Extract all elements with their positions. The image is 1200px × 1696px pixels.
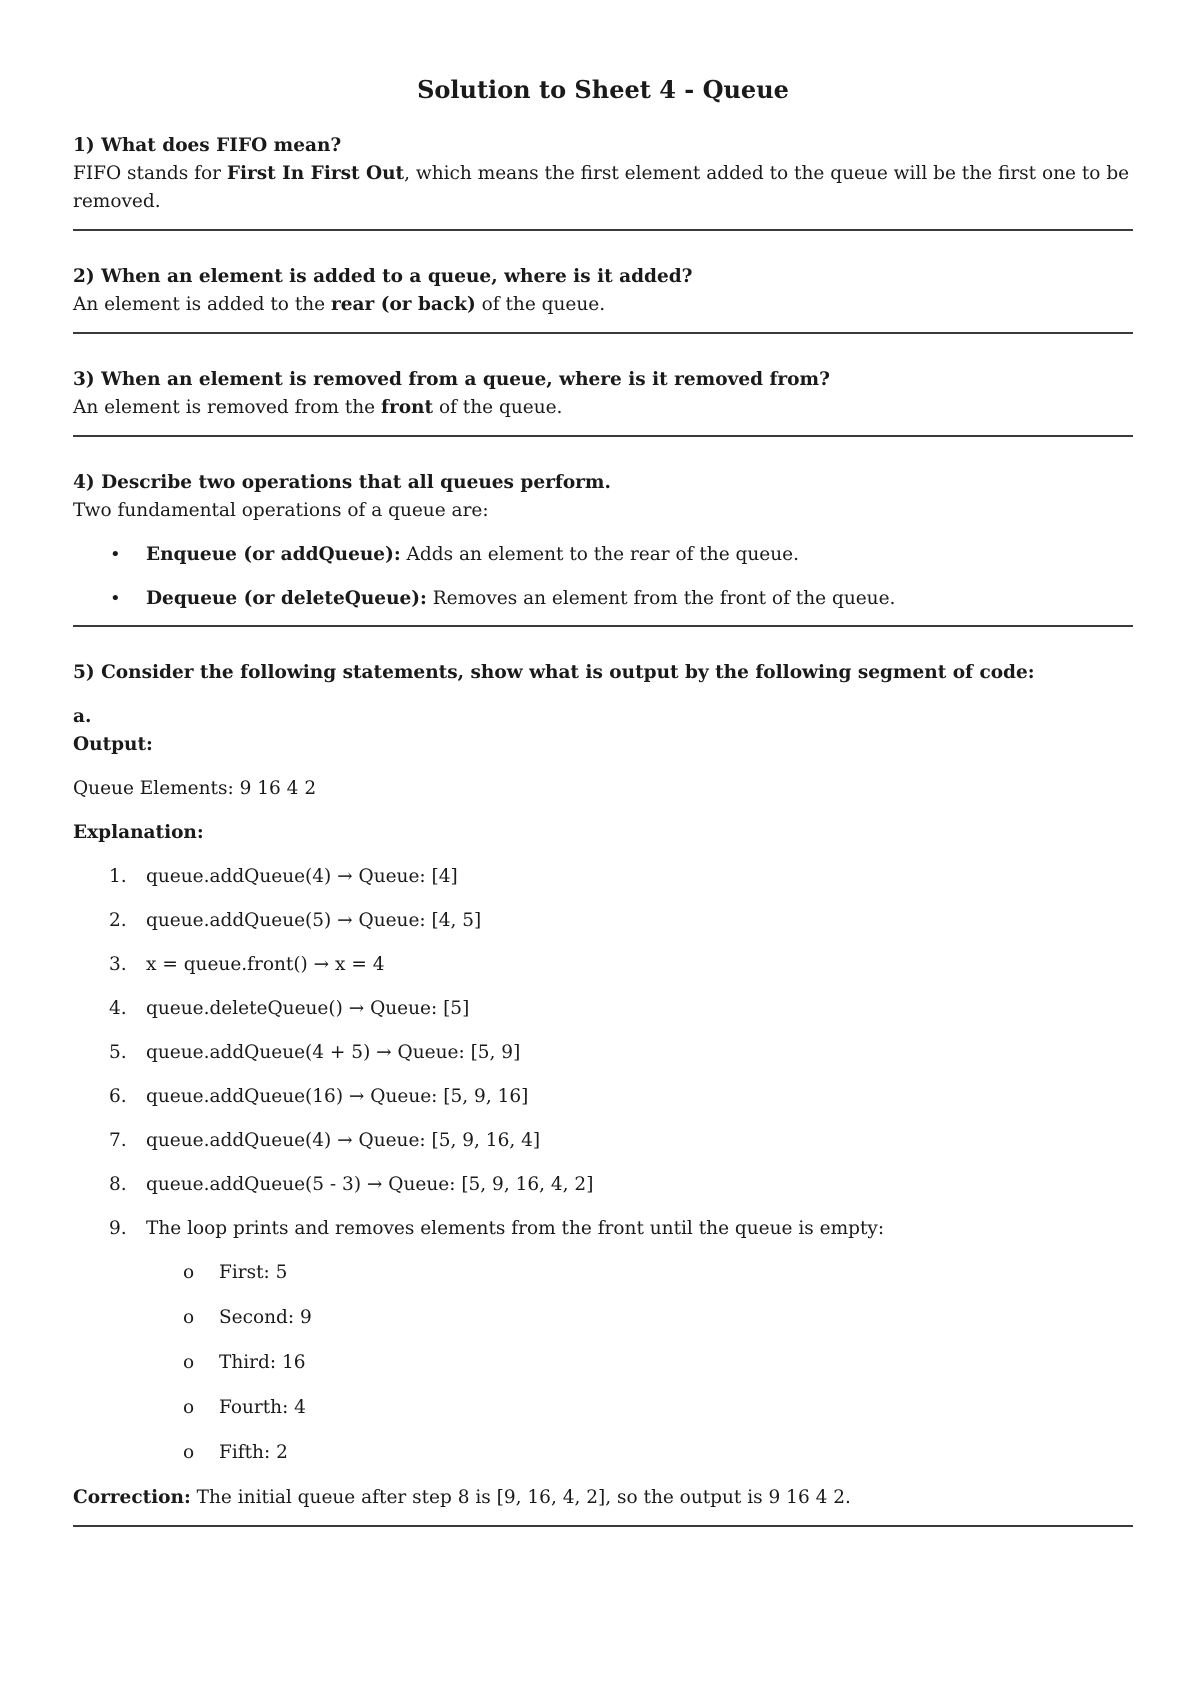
step-text: queue.deleteQueue() → Queue: [5] [146, 998, 470, 1019]
bullet-marker: • [110, 544, 121, 565]
question-2-heading: 2) When an element is added to a queue, where is it added? [73, 266, 693, 287]
step-number: 2. [109, 910, 127, 931]
list-item [73, 1039, 1133, 1067]
step-number: 4. [109, 998, 127, 1019]
loop-output-text: Fifth: 2 [219, 1442, 288, 1463]
correction-note [73, 1484, 1133, 1512]
sub-bullet-marker: o [183, 1352, 195, 1373]
loop-output-text: Third: 16 [219, 1352, 306, 1373]
output-value: Queue Elements: 9 16 4 2 [73, 778, 317, 799]
answer-bold-text: First In First Out [226, 163, 405, 184]
list-item [73, 1349, 1133, 1377]
step-number: 3. [109, 954, 127, 975]
question-1-heading: 1) What does FIFO mean? [73, 135, 342, 156]
operation-name: Dequeue (or deleteQueue): [146, 588, 427, 609]
page-title: Solution to Sheet 4 - Queue [417, 75, 789, 104]
answer-text: , which means the first element added to the queue will be the first one to be removed. [73, 163, 1130, 212]
list-item [73, 1215, 1133, 1467]
step-number: 1. [109, 866, 127, 887]
step-number: 9. [109, 1218, 127, 1239]
sub-bullet-marker: o [183, 1442, 195, 1463]
step-text: The loop prints and removes elements from the front until the queue is empty: [146, 1218, 885, 1239]
bullet-marker: • [110, 588, 121, 609]
sub-bullet-marker: o [183, 1397, 195, 1418]
question-4 [73, 469, 1133, 613]
loop-output-text: First: 5 [219, 1262, 288, 1283]
section-divider [73, 229, 1133, 231]
explanation-label: Explanation: [73, 822, 204, 843]
list-item [73, 541, 1133, 569]
question-3 [73, 366, 1133, 422]
list-item [73, 907, 1133, 935]
step-text: queue.addQueue(4 + 5) → Queue: [5, 9] [146, 1042, 521, 1063]
answer-text: FIFO stands for [73, 163, 227, 184]
answer-bold-text: rear (or back) [331, 294, 476, 315]
step-number: 6. [109, 1086, 127, 1107]
loop-output-text: Fourth: 4 [219, 1397, 306, 1418]
output-label: Output: [73, 734, 153, 755]
operation-name: Enqueue (or addQueue): [146, 544, 401, 565]
explanation-steps [73, 863, 1133, 1467]
answer-text: of the queue. [433, 397, 563, 418]
section-divider [73, 435, 1133, 437]
question-4-intro: Two fundamental operations of a queue are: [73, 500, 489, 521]
step-text: queue.addQueue(4) → Queue: [4] [146, 866, 458, 887]
step-number: 5. [109, 1042, 127, 1063]
sub-bullet-marker: o [183, 1307, 195, 1328]
step-number: 8. [109, 1174, 127, 1195]
list-item [73, 951, 1133, 979]
step-text: queue.addQueue(5 - 3) → Queue: [5, 9, 16, 4, 2] [146, 1174, 594, 1195]
list-item [73, 1394, 1133, 1422]
operations-list [73, 541, 1133, 613]
list-item [73, 1127, 1133, 1155]
question-5-heading: 5) Consider the following statements, show what is output by the following segment of code: [73, 662, 1035, 683]
loop-output-text: Second: 9 [219, 1307, 312, 1328]
operation-description: Removes an element from the front of the queue. [426, 588, 896, 609]
correction-label: Correction: [73, 1487, 191, 1508]
operation-description: Adds an element to the rear of the queue. [400, 544, 799, 565]
list-item [73, 1083, 1133, 1111]
step-text: x = queue.front() → x = 4 [146, 954, 385, 975]
answer-text: of the queue. [475, 294, 606, 315]
list-item [73, 863, 1133, 891]
question-5 [73, 659, 1133, 1512]
answer-text: An element is added to the [73, 294, 331, 315]
list-item [73, 1439, 1133, 1467]
answer-text: An element is removed from the [73, 397, 382, 418]
list-item [73, 1259, 1133, 1287]
section-divider [73, 625, 1133, 627]
step-text: queue.addQueue(4) → Queue: [5, 9, 16, 4] [146, 1130, 541, 1151]
part-a-label: a. [73, 706, 92, 727]
list-item [73, 1171, 1133, 1199]
list-item [73, 585, 1133, 613]
question-3-heading: 3) When an element is removed from a queue, where is it removed from? [73, 369, 830, 390]
question-1 [73, 132, 1133, 216]
question-1-answer [73, 160, 1133, 216]
question-2-answer [73, 291, 1133, 319]
question-2 [73, 263, 1133, 319]
step-text: queue.addQueue(5) → Queue: [4, 5] [146, 910, 482, 931]
correction-text: The initial queue after step 8 is [9, 16, 4, 2], so the output is 9 16 4 2. [190, 1487, 851, 1508]
answer-bold-text: front [381, 397, 434, 418]
list-item [73, 1304, 1133, 1332]
step-text: queue.addQueue(16) → Queue: [5, 9, 16] [146, 1086, 529, 1107]
loop-output-list [73, 1259, 1133, 1467]
list-item [73, 995, 1133, 1023]
section-divider [73, 332, 1133, 334]
question-4-heading: 4) Describe two operations that all queues perform. [73, 472, 611, 493]
step-number: 7. [109, 1130, 127, 1151]
sub-bullet-marker: o [183, 1262, 195, 1283]
question-3-answer [73, 394, 1133, 422]
section-divider [73, 1525, 1133, 1527]
